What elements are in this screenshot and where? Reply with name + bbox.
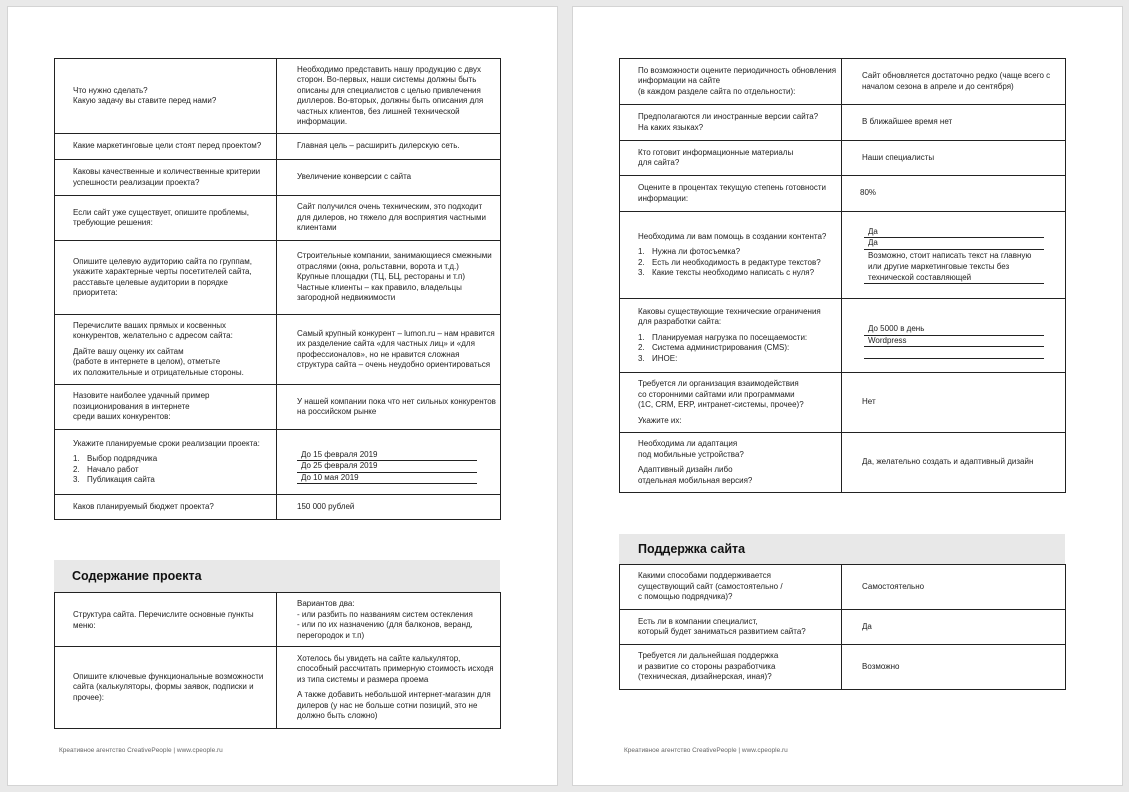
document-page-2 [572, 6, 1123, 786]
question-text: Каков планируемый бюджет проекта? [73, 501, 214, 511]
list-label: Планируемая нагрузка по посещаемости: [652, 332, 808, 342]
answer-text: Да [862, 621, 872, 631]
question-text: Требуется ли организация взаимодействия [638, 379, 799, 388]
table-row [55, 495, 501, 520]
question-cell [55, 430, 277, 495]
question-text: существующий сайт (самостоятельно / [638, 581, 783, 591]
question-cell [620, 565, 842, 610]
answer-cell[interactable] [277, 160, 501, 196]
question-text: Укажите планируемые сроки реализации проекта: [73, 438, 260, 448]
list-label: ИНОЕ: [652, 353, 678, 363]
question-cell [55, 196, 277, 241]
question-text: для сайта? [638, 158, 680, 167]
question-text: (в каждом разделе сайта по отдельности): [638, 86, 796, 96]
footer-text: Креативное агентство CreativePeople | www.cpeople.ru [624, 747, 788, 754]
answer-field[interactable]: Возможно, стоит написать текст на главную или другие маркетинговые тексты без технической составляющей [864, 250, 1044, 284]
list-number: 2. [638, 257, 645, 267]
answer-cell[interactable] [842, 212, 1066, 299]
question-cell [55, 495, 277, 520]
list-item [73, 465, 272, 476]
question-text: Кто готовит информационные материалы [638, 147, 794, 157]
question-text: среди ваших конкурентов: [73, 412, 171, 422]
answer-text: Вариантов два: [297, 599, 355, 608]
question-text: Каковы качественные и количественные критерии успешности реализации проекта? [73, 167, 261, 187]
question-text: под мобильные устройства? [638, 449, 744, 459]
question-cell [620, 610, 842, 645]
question-text: Дайте вашу оценку их сайтам [73, 346, 184, 356]
list-label: Какие тексты необходимо написать с нуля? [652, 268, 815, 277]
page-footer [624, 747, 788, 754]
answer-cell[interactable] [277, 385, 501, 430]
question-text: и развитие со стороны разработчика [638, 661, 776, 671]
answer-cell[interactable] [842, 59, 1066, 105]
list-label: Система администрирования (CMS): [652, 343, 790, 353]
answer-cell[interactable] [277, 134, 501, 160]
question-text: Каковы существующие технические ограничения [638, 306, 821, 316]
answer-field[interactable]: До 5000 в день [864, 324, 1044, 336]
question-text: который будет заниматься развитием сайта? [638, 627, 806, 636]
question-cell [55, 385, 277, 430]
question-text: Структура сайта. Перечислите основные пункты меню: [73, 610, 254, 630]
list-label: Нужна ли фотосъемка? [652, 247, 741, 256]
list-number: 1. [638, 332, 645, 342]
answer-text: Самый крупный конкурент – lumon.ru – нам нравится их разделение сайта «для частных лиц» и «для профессионалов», но не нравится сложная структура сайта – очень неудобно ориентироваться [297, 328, 495, 369]
question-cell [55, 160, 277, 196]
footer-text: Креативное агентство CreativePeople | www.cpeople.ru [59, 747, 223, 754]
section-heading [54, 560, 500, 592]
question-cell [620, 141, 842, 176]
question-cell [620, 176, 842, 212]
question-text: для разработки сайта: [638, 317, 722, 327]
question-text: Предполагаются ли иностранные версии сайта? [638, 112, 819, 121]
page-footer [59, 747, 223, 754]
answer-text: Самостоятельно [862, 581, 925, 591]
question-text: (работе в интернете в целом), отметьте [73, 357, 221, 367]
answer-cell[interactable] [842, 610, 1066, 645]
question-text: со сторонними сайтами или программами [638, 389, 795, 399]
question-text: Укажите их: [638, 415, 682, 425]
question-text: Какую задачу вы ставите перед нами? [73, 96, 217, 105]
answer-text: Необходимо представить нашу продукцию с двух сторон. Во-первых, наши системы должны быть описаны для специалистов с целью привлечения диллеров. Во-вторых, должны быть описания для частных клиентов, без лишней технической информации. [297, 64, 484, 126]
brief-table-support [619, 564, 1066, 690]
question-text: Опишите целевую аудиторию сайта по группам, укажите характерные черты посетителей сайта, расставьте целевые аудитории в порядке приоритета: [73, 256, 252, 297]
answer-cell[interactable] [842, 645, 1066, 690]
question-text: Требуется ли дальнейшая поддержка [638, 651, 779, 661]
table-row [620, 565, 1066, 610]
answer-cell[interactable] [842, 433, 1066, 493]
answer-field[interactable]: Да [864, 227, 1044, 239]
table-row [55, 315, 501, 385]
answer-text: 150 000 рублей [297, 501, 355, 511]
question-cell [55, 315, 277, 385]
answer-field[interactable]: Да [864, 238, 1044, 250]
question-text: На каких языках? [638, 122, 704, 132]
list-number: 3. [638, 353, 645, 363]
document-page-1 [7, 6, 558, 786]
answer-cell[interactable] [277, 59, 501, 134]
answer-text: У нашей компании пока что нет сильных конкурентов на российском рынке [297, 396, 496, 416]
answer-text: Крупные площадки (ТЦ, БЦ, рестораны и т.п) [297, 272, 466, 282]
answer-cell[interactable] [277, 196, 501, 241]
table-row [620, 176, 1066, 212]
answer-cell[interactable] [842, 565, 1066, 610]
question-text: Что нужно сделать? [73, 85, 148, 95]
question-cell [620, 645, 842, 690]
answer-text: Сайт обновляется достаточно редко (чаще всего с началом сезона в апреле и до сентября) [862, 71, 1051, 91]
answer-cell[interactable] [842, 105, 1066, 141]
question-text: Есть ли в компании специалист, [638, 616, 758, 626]
answer-text: Хотелось бы увидеть на сайте калькулятор, способный рассчитать примерную стоимость исходя из типа системы и размера проема [297, 653, 494, 684]
answer-field[interactable]: Wordpress [864, 336, 1044, 348]
section-title: Поддержка сайта [638, 542, 746, 556]
list-label: Публикация сайта [87, 475, 155, 484]
list-item [638, 258, 837, 269]
brief-table-main [54, 58, 501, 520]
table-row [55, 241, 501, 315]
table-row [55, 196, 501, 241]
list-item [73, 475, 272, 486]
answer-cell[interactable] [842, 176, 1066, 212]
table-row [620, 645, 1066, 690]
list-number: 2. [638, 343, 645, 353]
answer-field[interactable] [864, 347, 1044, 359]
table-row [55, 430, 501, 495]
list-number: 2. [73, 464, 80, 474]
question-cell [55, 241, 277, 315]
question-text: По возможности оцените периодичность обновления информации на сайте [638, 65, 837, 86]
answer-cell[interactable] [277, 241, 501, 315]
list-item [638, 333, 837, 344]
table-row [55, 647, 501, 729]
answer-field[interactable]: До 15 февраля 2019 [297, 450, 477, 462]
answer-text: А также добавить небольшой интернет-магазин для дилеров (у нас не больше сотни позиций, это не должно быть сложно) [297, 690, 491, 720]
table-row [620, 141, 1066, 176]
answer-text: Увеличение конверсии с сайта [297, 172, 412, 182]
answer-text: Частные клиенты – как правило, владельцы загородной недвижимости [297, 282, 462, 303]
table-row [620, 105, 1066, 141]
answer-cell[interactable] [277, 495, 501, 520]
table-row [620, 299, 1066, 373]
answer-text: Да, желательно создать и адаптивный дизайн [862, 457, 1034, 467]
question-text: их положительные и отрицательные стороны. [73, 367, 244, 377]
answer-text: В ближайшее время нет [862, 117, 953, 127]
list-number: 3. [73, 475, 80, 484]
question-cell [55, 593, 277, 647]
list-label: Выбор подрядчика [87, 454, 158, 463]
question-cell [620, 212, 842, 299]
question-cell [620, 105, 842, 141]
answer-cell[interactable] [277, 315, 501, 385]
question-text: Адаптивный дизайн либо [638, 465, 733, 474]
question-text: Оцените в процентах текущую степень готовности информации: [638, 183, 827, 203]
answer-text: - или разбить по названиям систем остекления [297, 609, 473, 619]
answer-cell[interactable] [277, 593, 501, 647]
table-row [620, 212, 1066, 299]
answer-field[interactable]: До 10 мая 2019 [297, 473, 477, 485]
question-text: отдельная мобильная версия? [638, 475, 753, 485]
list-number: 1. [73, 454, 80, 463]
answer-text: Главная цель – расширить дилерскую сеть. [297, 141, 460, 151]
answer-cell[interactable] [842, 299, 1066, 373]
list-item [638, 354, 837, 365]
question-text: Необходима ли адаптация [638, 439, 738, 448]
question-cell [620, 299, 842, 373]
answer-text: 80% [860, 188, 877, 198]
question-text: Какими способами поддерживается [638, 571, 771, 581]
question-cell [55, 647, 277, 729]
question-text: Перечислите ваших прямых и косвенных конкурентов, желательно с адресом сайта: [73, 320, 233, 341]
question-text: с помощью подрядчика)? [638, 592, 733, 602]
answer-cell[interactable] [842, 141, 1066, 176]
question-cell [620, 59, 842, 105]
question-text: Если сайт уже существует, опишите проблемы, требующие решения: [73, 207, 249, 227]
question-cell [55, 59, 277, 134]
question-cell [620, 373, 842, 433]
section-heading [619, 534, 1065, 564]
table-row [55, 385, 501, 430]
question-cell [55, 134, 277, 160]
table-row [620, 610, 1066, 645]
brief-table-content [54, 592, 501, 729]
answer-text: Сайт получился очень техническим, это подходит для дилеров, но тяжело для восприятия частными клиентами [297, 202, 486, 233]
list-item [638, 268, 837, 279]
question-text: Необходима ли вам помощь в создании контента? [638, 231, 827, 241]
brief-table-tech [619, 58, 1066, 493]
answer-text: Возможно [862, 661, 900, 671]
table-row [55, 59, 501, 134]
list-number: 1. [638, 247, 645, 256]
answer-cell[interactable] [842, 373, 1066, 433]
table-row [620, 433, 1066, 493]
table-row [620, 59, 1066, 105]
list-item [638, 247, 837, 258]
answer-cell[interactable] [277, 430, 501, 495]
question-text: (техническая, дизайнерская, иная)? [638, 672, 772, 682]
list-item [638, 343, 837, 354]
question-text: (1С, CRM, ERP, интранет-системы, прочее)? [638, 400, 804, 409]
list-label: Есть ли необходимость в редактуре текстов? [652, 257, 821, 267]
list-number: 3. [638, 268, 645, 277]
answer-text: Нет [862, 397, 876, 407]
list-label: Начало работ [87, 464, 139, 474]
table-row [55, 134, 501, 160]
answer-text: Строительные компании, занимающиеся смежными отраслями (окна, рольставни, ворота и т.д.) [297, 251, 492, 271]
answer-text: Наши специалисты [862, 152, 935, 162]
question-text: Какие маркетинговые цели стоят перед проектом? [73, 141, 262, 151]
question-text: Опишите ключевые функциональные возможности сайта (калькуляторы, формы заявок, подписки и прочее): [73, 671, 264, 702]
table-row [55, 160, 501, 196]
answer-field[interactable]: До 25 февраля 2019 [297, 461, 477, 473]
table-row [620, 373, 1066, 433]
answer-text: - или по их назначению (для балконов, веранд, перегородок и т.п) [297, 620, 473, 640]
list-item [73, 454, 272, 465]
table-row [55, 593, 501, 647]
question-text: Назовите наиболее удачный пример позиционирования в интернете [73, 391, 210, 411]
section-title: Содержание проекта [72, 569, 202, 583]
answer-cell[interactable] [277, 647, 501, 729]
question-cell [620, 433, 842, 493]
